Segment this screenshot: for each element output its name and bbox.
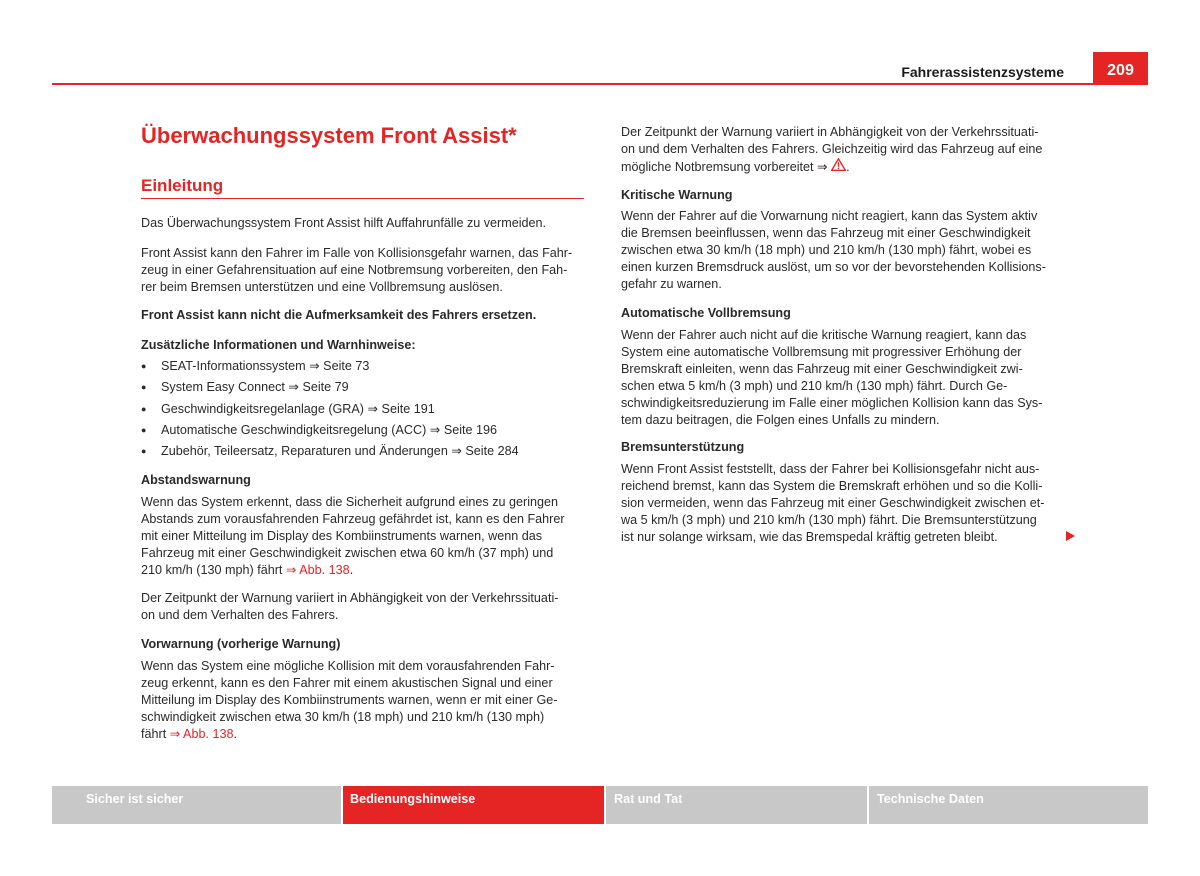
figure-link[interactable]: ⇒ Abb. 138 xyxy=(169,727,234,741)
header-rule xyxy=(52,83,1148,85)
page-number: 209 xyxy=(1093,52,1148,85)
page-title: Überwachungssystem Front Assist* xyxy=(141,123,517,148)
tab-sicher-ist-sicher[interactable]: Sicher ist sicher xyxy=(52,786,341,824)
bremsunterstuetzung-paragraph: Wenn Front Assist feststellt, dass der Fahrer bei Kollisionsgefahr nicht aus- reichend bremst, kann das System die Bremskraft erhöhen und so die Kolli- sion vermeiden, wenn das Fahrzeug mit einer Geschwindigkeit zwischen et- wa 5 km/h (3 mph) und 210 km/h (130 mph) fährt. Die Bremsunterstützung ist nur solange wirksam, wie das Bremspedal kräftig getreten bleibt. xyxy=(621,462,1045,544)
warning-icon[interactable] xyxy=(831,160,846,174)
vorwarnung-heading: Vorwarnung (vorherige Warnung) xyxy=(141,637,341,651)
info-heading: Zusätzliche Informationen und Warnhinweise: xyxy=(141,338,416,352)
abstand-heading: Abstandswarnung xyxy=(141,473,251,487)
zeitpunkt-paragraph-right: Der Zeitpunkt der Warnung variiert in Abhängigkeit von der Verkehrssituati- on und dem Verhalten des Fahrers. Gleichzeitig wird das Fahrzeug auf eine mögliche Notbremsung vorbereitet ⇒ . xyxy=(621,125,1043,174)
tab-bedienungshinweise[interactable]: Bedienungshinweise xyxy=(343,786,604,824)
list-item[interactable]: ● Zubehör, Teileersatz, Reparaturen und Änderungen ⇒ Seite 284 xyxy=(141,443,519,464)
notice-bold: Front Assist kann nicht die Aufmerksamkeit des Fahrers ersetzen. xyxy=(141,308,537,322)
vollbremsung-heading: Automatische Vollbremsung xyxy=(621,306,791,320)
description-paragraph: Front Assist kann den Fahrer im Falle von Kollisionsgefahr warnen, das Fahr- zeug in einer Gefahrensituation auf eine Notbremsung vorbereiten, den Fah- rer beim Bremsen unterstützen und eine Vollbremsung auslösen. xyxy=(141,246,573,294)
subtitle-rule xyxy=(141,198,584,199)
vollbremsung-paragraph: Wenn der Fahrer auch nicht auf die kritische Warnung reagiert, kann das System eine automatische Vollbremsung mit progressiver Erhöhung der Bremskraft einleiten, wenn das Fahrzeug mit einer Geschwindigkeit zwi- schen etwa 5 km/h (3 mph) und 210 km/h (130 mph) fährt. Durch Ge- schwindigkeitsreduzierung im Falle einer möglichen Kollision kann das Sys- tem dazu beitragen, die Folgen eines Unfalls zu mindern. xyxy=(621,328,1043,427)
list-item[interactable]: ● Automatische Geschwindigkeitsregelung (ACC) ⇒ Seite 196 xyxy=(141,422,519,443)
kritisch-paragraph: Wenn der Fahrer auf die Vorwarnung nicht reagiert, kann das System aktiv die Bremsen beeinflussen, wenn das Fahrzeug mit einer Geschwindigkeit zwischen etwa 30 km/h (18 mph) und 210 km/h (130 mph) fährt, wobei es einen kurzen Bremsdruck auslöst, um so vor der bevorstehenden Kollisions- gefahr zu warnen. xyxy=(621,209,1046,291)
zeitpunkt-paragraph-left: Der Zeitpunkt der Warnung variiert in Abhängigkeit von der Verkehrssituati- on und dem Verhalten des Fahrers. xyxy=(141,591,559,622)
bremsunterstuetzung-heading: Bremsunterstützung xyxy=(621,440,745,454)
intro-paragraph: Das Überwachungssystem Front Assist hilft Auffahrunfälle zu vermeiden. xyxy=(141,216,547,230)
continue-arrow-icon[interactable] xyxy=(1066,531,1075,541)
figure-link[interactable]: ⇒ Abb. 138 xyxy=(285,563,350,577)
list-item[interactable]: ● System Easy Connect ⇒ Seite 79 xyxy=(141,379,519,400)
list-item[interactable]: ● Geschwindigkeitsregelanlage (GRA) ⇒ Seite 191 xyxy=(141,401,519,422)
vorwarnung-paragraph: Wenn das System eine mögliche Kollision mit dem vorausfahrenden Fahr- zeug erkennt, kann es den Fahrer mit einem akustischen Signal und einer Mitteilung im Display des Kombiinstruments warnen, wenn er mit einer Ge- schwindigkeit zwischen etwa 30 km/h (18 mph) und 210 km/h (130 mph) fährt ⇒ Abb. 138. xyxy=(141,659,558,741)
list-item[interactable]: ● SEAT-Informationssystem ⇒ Seite 73 xyxy=(141,358,519,379)
tab-rat-und-tat[interactable]: Rat und Tat xyxy=(606,786,867,824)
section-title: Fahrerassistenzsysteme xyxy=(901,64,1064,80)
tab-technische-daten[interactable]: Technische Daten xyxy=(869,786,1148,824)
kritisch-heading: Kritische Warnung xyxy=(621,188,733,202)
section-subtitle: Einleitung xyxy=(141,176,224,195)
reference-list xyxy=(141,358,519,464)
abstand-paragraph: Wenn das System erkennt, dass die Sicherheit aufgrund eines zu geringen Abstands zum vorausfahrenden Fahrzeug gefährdet ist, kann es den Fahrer mit einer Mitteilung im Display des Kombiinstruments warnen, wenn das Fahrzeug mit einer Geschwindigkeit zwischen etwa 60 km/h (37 mph) und 210 km/h (130 mph) fährt ⇒ Abb. 138. xyxy=(141,495,565,577)
